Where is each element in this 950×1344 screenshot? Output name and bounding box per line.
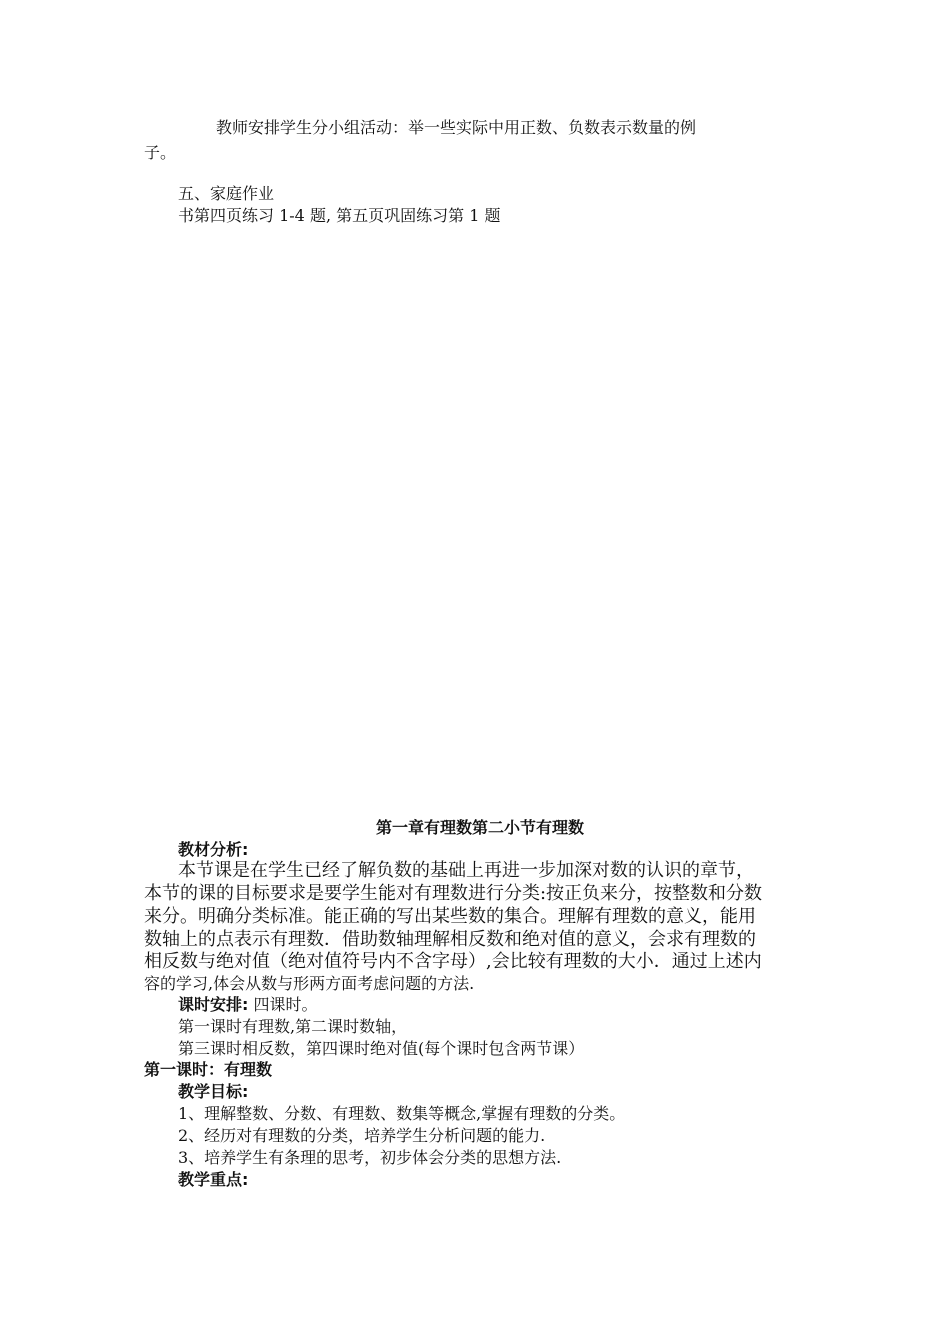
chapter-title: 第一章有理数第二小节有理数: [376, 818, 585, 837]
schedule-value: 四课时。: [253, 995, 318, 1014]
goal-item: 3、培养学生有条理的思考，初步体会分类的思想方法.: [178, 1148, 562, 1167]
analysis-line: 来分。明确分类标准。能正确的写出某些数的集合。理解有理数的意义，能用: [144, 906, 756, 927]
analysis-line: 本节课是在学生已经了解负数的基础上再进一步加深对数的认识的章节，: [178, 860, 754, 881]
analysis-line: 相反数与绝对值（绝对值符号内不含字母）,会比较有理数的大小．通过上述内: [144, 951, 762, 972]
analysis-line: 本节的课的目标要求是要学生能对有理数进行分类:按正负来分，按整数和分数: [144, 883, 763, 904]
key-points-heading: 教学重点:: [178, 1170, 249, 1189]
analysis-line: 容的学习,体会从数与形两方面考虑问题的方法.: [144, 974, 475, 993]
schedule-line: 第三课时相反数，第四课时绝对值(每个课时包含两节课）: [178, 1039, 585, 1058]
goal-item: 1、理解整数、分数、有理数、数集等概念,掌握有理数的分类。: [178, 1104, 626, 1123]
homework-text: 书第四页练习 1-4 题, 第五页巩固练习第 1 题: [178, 206, 501, 225]
activity-paragraph-line: 教师安排学生分小组活动：举一些实际中用正数、负数表示数量的例: [216, 118, 697, 137]
homework-heading: 五、家庭作业: [178, 184, 275, 203]
lesson-title: 第一课时：有理数: [144, 1060, 273, 1079]
goals-heading: 教学目标:: [178, 1082, 249, 1101]
schedule-label: 课时安排:: [178, 995, 249, 1014]
schedule-row: [178, 997, 318, 1013]
goal-item: 2、经历对有理数的分类，培养学生分析问题的能力.: [178, 1126, 546, 1145]
analysis-heading: 教材分析:: [178, 840, 249, 859]
analysis-line: 数轴上的点表示有理数．借助数轴理解相反数和绝对值的意义，会求有理数的: [144, 929, 756, 950]
schedule-line: 第一课时有理数,第二课时数轴，: [178, 1017, 408, 1036]
activity-paragraph-line: 子。: [144, 143, 177, 162]
